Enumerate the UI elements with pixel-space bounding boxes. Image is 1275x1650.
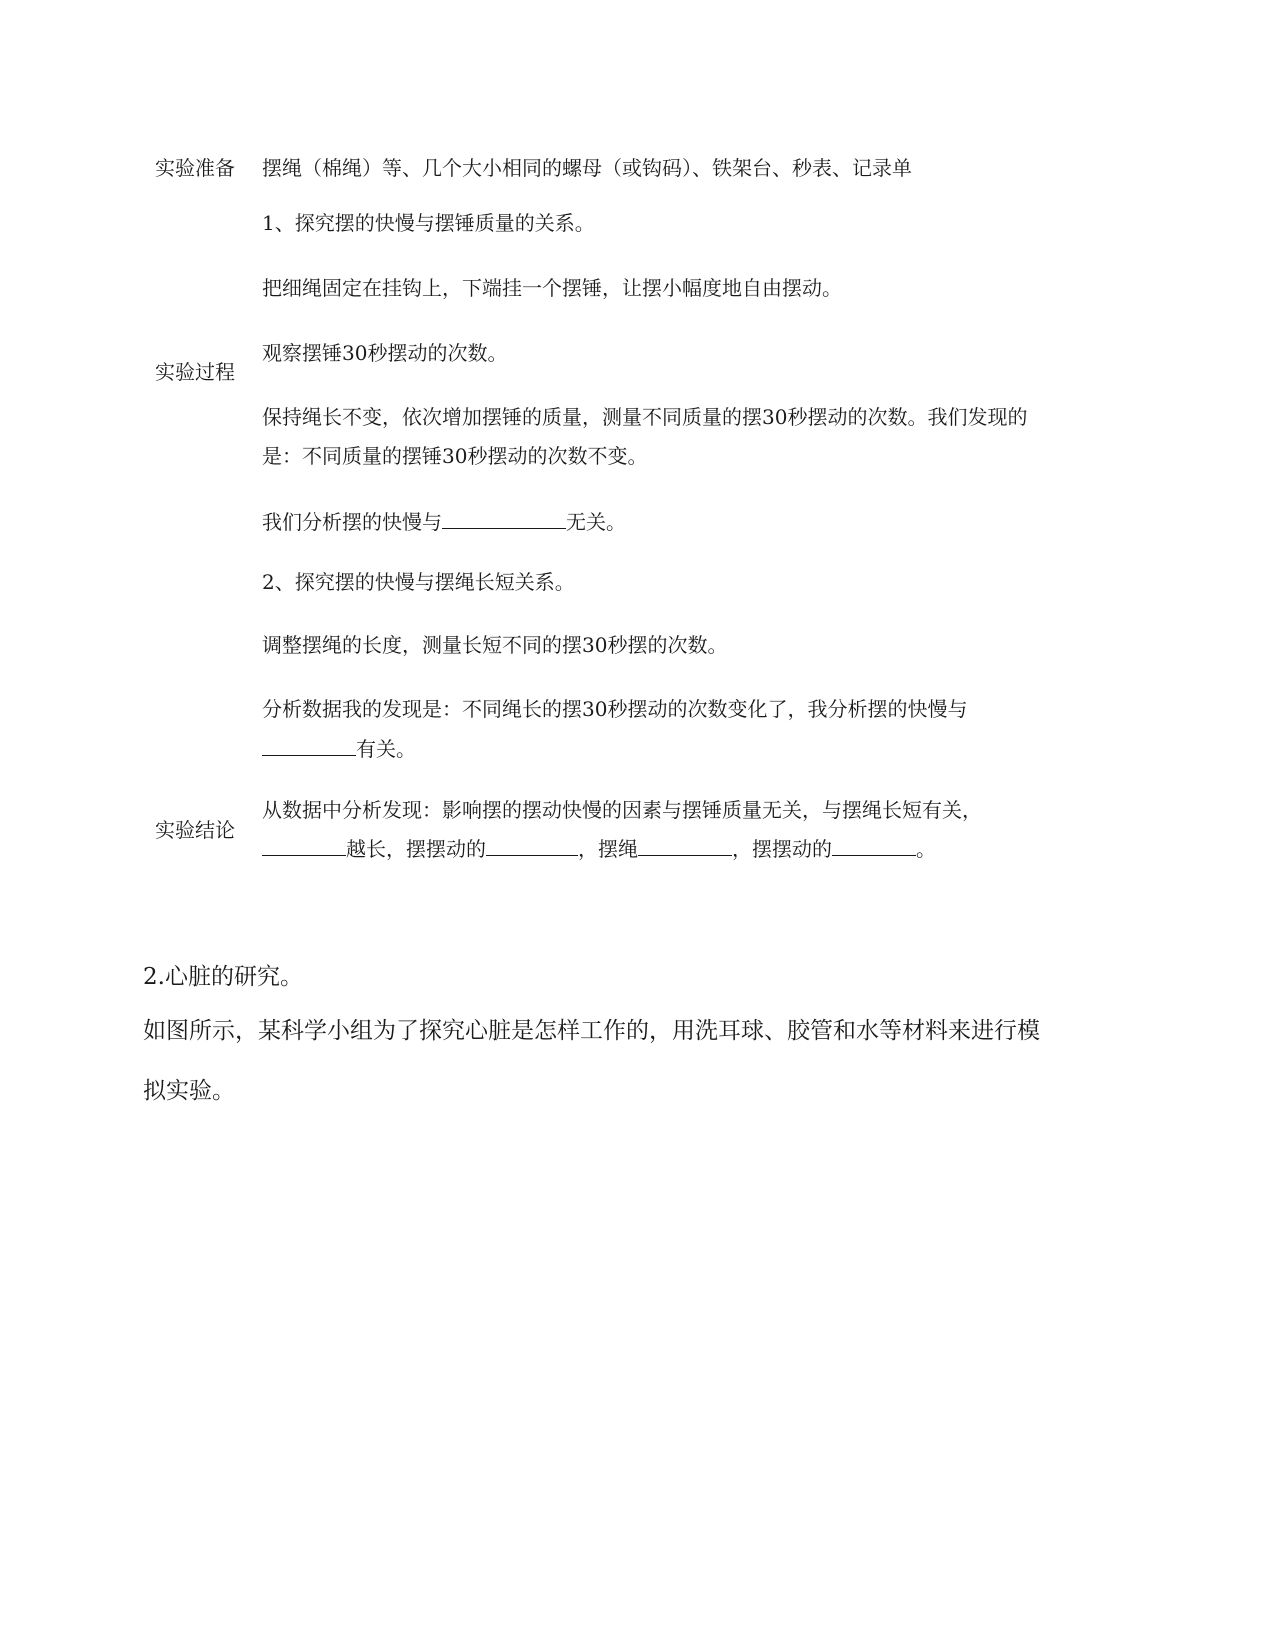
answer-blank-6[interactable] bbox=[832, 833, 916, 856]
fill-blank-sentence-1 bbox=[262, 506, 626, 535]
blank2-suffix: 有关。 bbox=[356, 737, 416, 761]
fill-blank-sentence-2 bbox=[262, 733, 416, 762]
prep-content: 摆绳（棉绳）等、几个大小相同的螺母（或钩码）、铁架台、秒表、记录单 bbox=[262, 156, 912, 180]
conclusion-seg1: 越长，摆摆动的 bbox=[346, 837, 486, 861]
section2-paragraph-line1: 如图所示，某科学小组为了探究心脏是怎样工作的，用洗耳球、胶管和水等材料来进行模 bbox=[143, 1018, 1040, 1044]
process-line: 2、探究摆的快慢与摆绳长短关系。 bbox=[262, 570, 575, 594]
process-line: 调整摆绳的长度，测量长短不同的摆30秒摆的次数。 bbox=[262, 633, 728, 657]
process-line: 保持绳长不变，依次增加摆锤的质量，测量不同质量的摆30秒摆动的次数。我们发现的 bbox=[262, 405, 1028, 429]
process-line: 1、探究摆的快慢与摆锤质量的关系。 bbox=[262, 211, 595, 235]
answer-blank-2[interactable] bbox=[262, 733, 356, 756]
conclusion-label: 实验结论 bbox=[155, 818, 235, 842]
conclusion-seg4: 。 bbox=[916, 837, 936, 861]
section2-paragraph-line2: 拟实验。 bbox=[143, 1078, 235, 1104]
process-line: 分析数据我的发现是：不同绳长的摆30秒摆动的次数变化了，我分析摆的快慢与 bbox=[262, 697, 968, 721]
process-label: 实验过程 bbox=[155, 360, 235, 384]
conclusion-seg2: ，摆绳 bbox=[578, 837, 638, 861]
process-line: 把细绳固定在挂钩上，下端挂一个摆锤，让摆小幅度地自由摆动。 bbox=[262, 276, 842, 300]
answer-blank-3[interactable] bbox=[262, 833, 346, 856]
fill-blank-sentence-3 bbox=[262, 833, 936, 862]
process-line: 是：不同质量的摆锤30秒摆动的次数不变。 bbox=[262, 444, 648, 468]
blank1-prefix: 我们分析摆的快慢与 bbox=[262, 510, 442, 534]
section2-title: 2.心脏的研究。 bbox=[143, 964, 303, 990]
blank1-suffix: 无关。 bbox=[566, 510, 626, 534]
prep-label: 实验准备 bbox=[155, 156, 235, 180]
answer-blank-1[interactable] bbox=[442, 506, 566, 529]
answer-blank-5[interactable] bbox=[638, 833, 732, 856]
conclusion-line: 从数据中分析发现：影响摆的摆动快慢的因素与摆锤质量无关，与摆绳长短有关， bbox=[262, 798, 982, 822]
process-line: 观察摆锤30秒摆动的次数。 bbox=[262, 341, 508, 365]
answer-blank-4[interactable] bbox=[486, 833, 578, 856]
conclusion-seg3: ，摆摆动的 bbox=[732, 837, 832, 861]
